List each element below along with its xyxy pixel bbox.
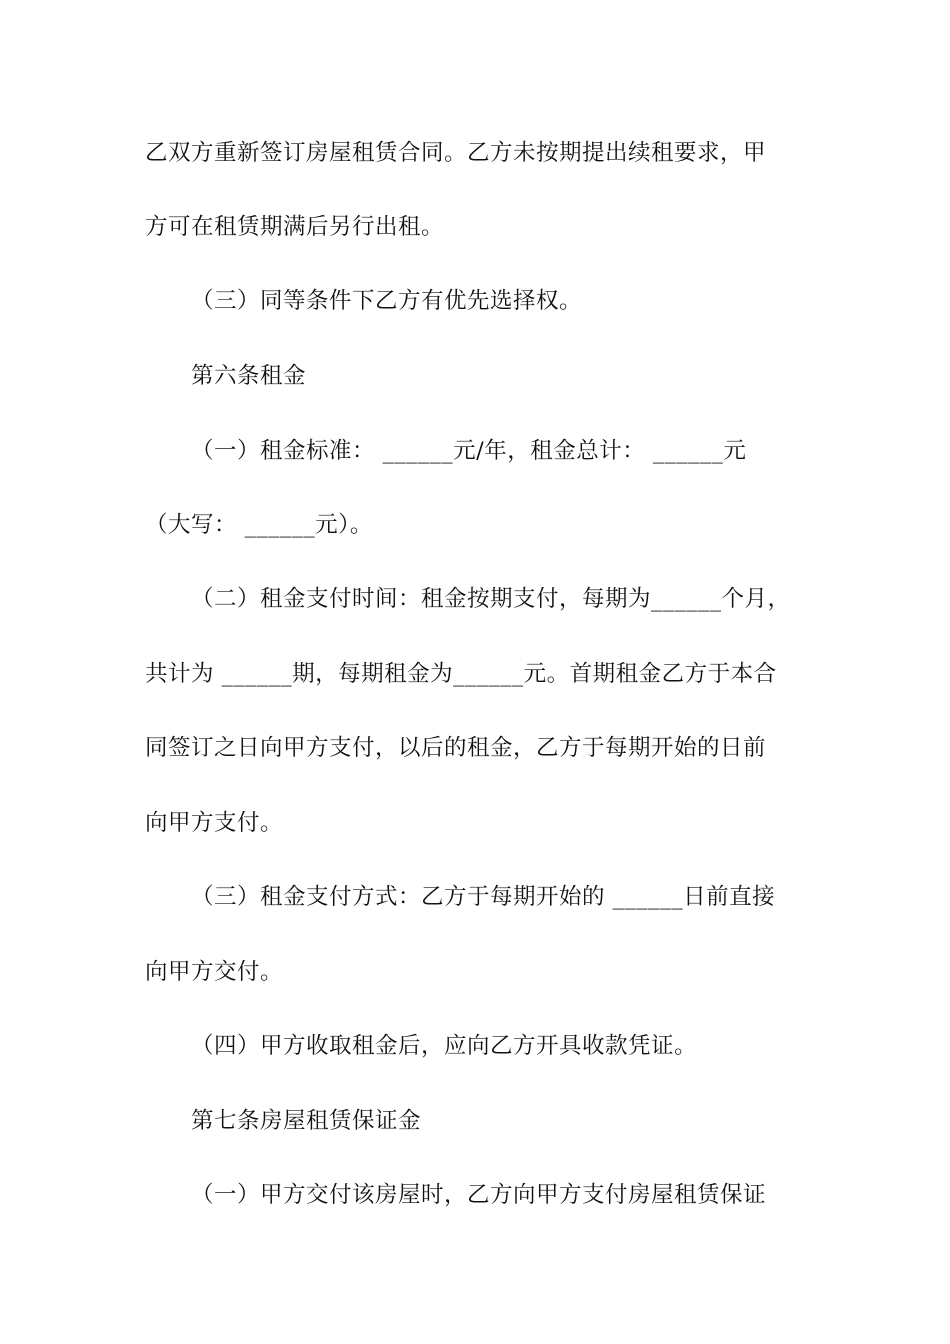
text-line: 同签订之日向甲方支付，以后的租金，乙方于每期开始的日前 (145, 735, 767, 761)
text-line: 向甲方交付。 (145, 959, 284, 985)
text-line: （二）租金支付时间：租金按期支付，每期为______个月， (191, 586, 791, 612)
section-heading: 第七条房屋租赁保证金 (191, 1108, 422, 1134)
text-line: 乙双方重新签订房屋租赁合同。乙方未按期提出续租要求，甲 (145, 140, 767, 166)
text-line: 方可在租赁期满后另行出租。 (145, 214, 445, 240)
text-line: （三）同等条件下乙方有优先选择权。 (191, 288, 583, 314)
text-line: （一）租金标准： ______元/年，租金总计： ______元 (191, 438, 747, 464)
text-line: （一）甲方交付该房屋时，乙方向甲方支付房屋租赁保证 (191, 1182, 767, 1208)
section-heading: 第六条租金 (191, 363, 307, 389)
text-line: 共计为 ______期，每期租金为______元。首期租金乙方于本合 (145, 661, 777, 687)
text-line: 向甲方支付。 (145, 810, 284, 836)
text-line: （大写： ______元）。 (145, 512, 373, 538)
text-line: （三）租金支付方式：乙方于每期开始的 ______日前直接 (191, 884, 776, 910)
text-line: （四）甲方收取租金后，应向乙方开具收款凭证。 (191, 1033, 698, 1059)
